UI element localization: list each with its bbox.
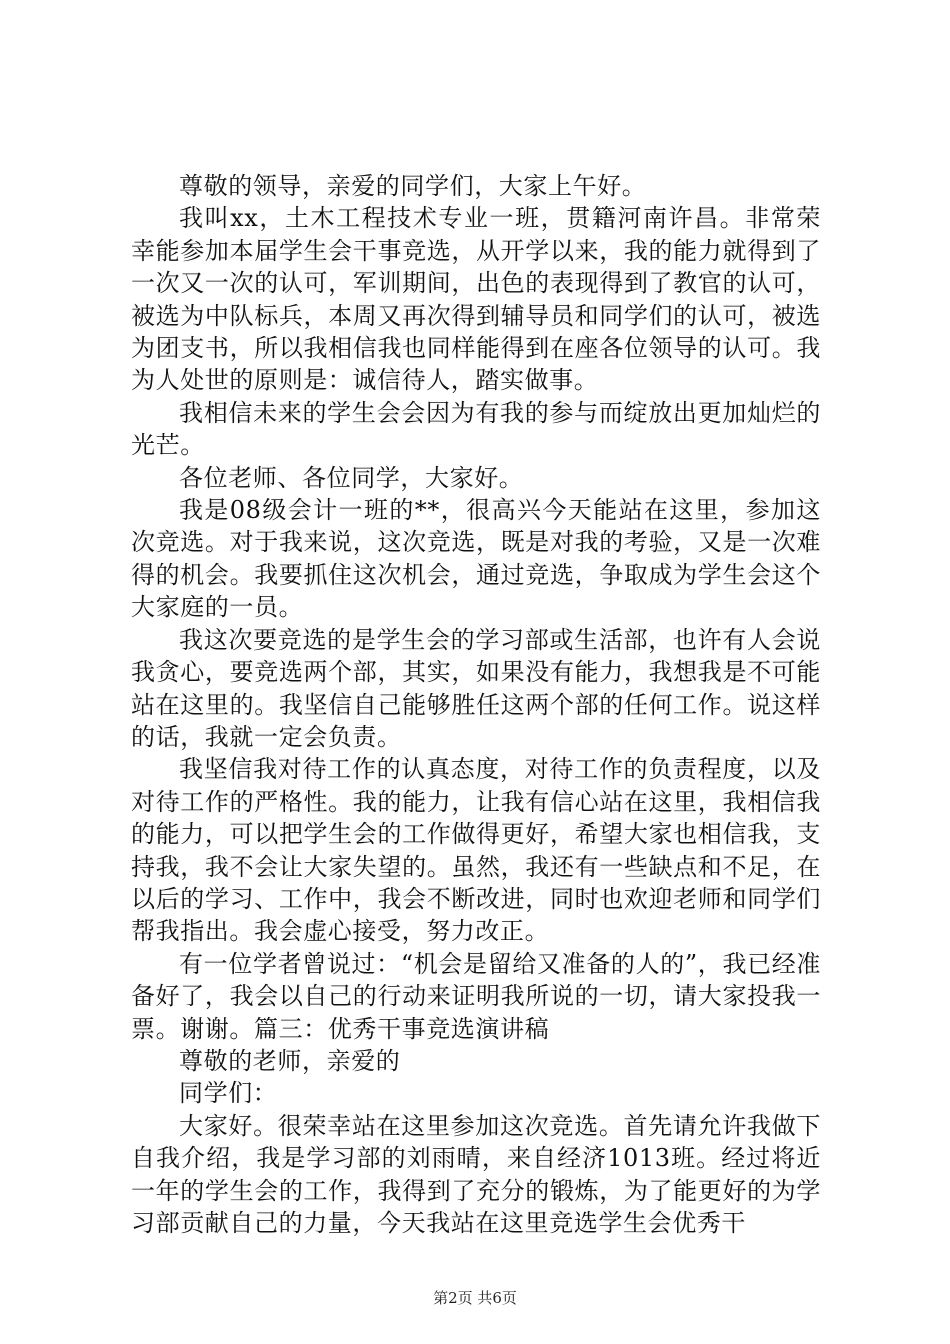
paragraph-closing-2: 有一位学者曾说过：“机会是留给又准备的人的”，我已经准备好了，我会以自己的行动来证明我所说的一切，请大家投我一票。谢谢。篇三：优秀干事竞选演讲稿 xyxy=(131,949,821,1043)
paragraph-self-intro-1: 我叫xx，土木工程技术专业一班，贯籍河南许昌。非常荣幸能参加本届学生会干事竞选，从开学以来，我的能力就得到了一次又一次的认可，军训期间，出色的表现得到了教官的认可，被选为中队标兵，本周又再次得到辅导员和同学们的认可，被选为团支书，所以我相信我也同样能得到在座各位领导的认可。我为人处世的原则是：诚信待人，踏实做事。 xyxy=(131,204,821,395)
page-number-footer: 第2页 共6页 xyxy=(433,1289,517,1307)
paragraph-closing-1: 我相信未来的学生会会因为有我的参与而绽放出更加灿烂的光芒。 xyxy=(131,398,821,460)
paragraph-greeting-2: 各位老师、各位同学，大家好。 xyxy=(179,463,524,492)
paragraph-greeting-1: 尊敬的领导，亲爱的同学们，大家上午好。 xyxy=(179,172,647,200)
paragraph-departments: 我这次要竞选的是学生会的学习部或生活部，也许有人会说我贪心，要竞选两个部，其实，如果没有能力，我想我是不可能站在这里的。我坚信自己能够胜任这两个部的任何工作。说这样的话，我就一定会负责。 xyxy=(131,625,821,751)
paragraph-greeting-3a: 尊敬的老师，亲爱的 xyxy=(179,1046,401,1075)
document-body xyxy=(131,170,821,1239)
paragraph-attitude: 我坚信我对待工作的认真态度，对待工作的负责程度，以及对待工作的严格性。我的能力，让我有信心站在这里，我相信我的能力，可以把学生会的工作做得更好，希望大家也相信我，支持我，我不会让大家失望的。虽然，我还有一些缺点和不足，在以后的学习、工作中，我会不断改进，同时也欢迎老师和同学们帮我指出。我会虚心接受，努力改正。 xyxy=(131,755,821,946)
paragraph-self-intro-2: 我是08级会计一班的**，很高兴今天能站在这里，参加这次竞选。对于我来说，这次竞选，既是对我的考验，又是一次难得的机会。我要抓住这次机会，通过竞选，争取成为学生会这个大家庭的一员。 xyxy=(131,496,821,622)
paragraph-greeting-3b: 同学们： xyxy=(179,1079,278,1108)
paragraph-self-intro-3: 大家好。很荣幸站在这里参加这次竞选。首先请允许我做下自我介绍，我是学习部的刘雨晴，来自经济1013班。经过将近一年的学生会的工作，我得到了充分的锻炼，为了能更好的为学习部贡献自己的力量，今天我站在这里竞选学生会优秀干 xyxy=(131,1111,821,1237)
